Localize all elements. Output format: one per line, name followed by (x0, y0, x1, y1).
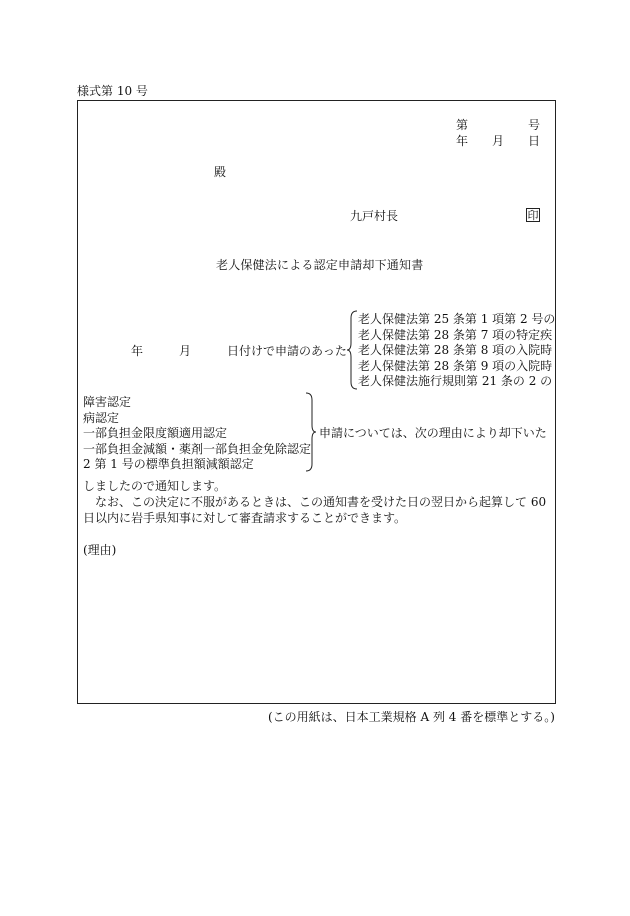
legal-basis-item: 老人保健法第 28 条第 7 項の特定疾 (358, 327, 553, 342)
legal-basis-item: 老人保健法第 25 条第 1 項第 2 号の (358, 312, 556, 326)
appeal-line-2: 日以内に岩手県知事に対して審査請求することができます。 (83, 511, 407, 525)
legal-basis-item: 老人保健法第 28 条第 9 項の入院時 (358, 358, 553, 373)
certification-item: 一部負担金限度額適用認定 (83, 426, 228, 440)
legal-basis-item: 老人保健法施行規則第 21 条の 2 の (358, 374, 553, 388)
legal-basis-list (358, 312, 555, 390)
number-suffix: 号 (528, 118, 541, 132)
footer-note: (この用紙は、日本工業規格 A 列 4 番を標準とする。) (268, 710, 555, 724)
right-brace (305, 392, 317, 472)
appeal-line-1: なお、この決定に不服があるときは、この通知書を受けた日の翌日から起算して 60 (95, 495, 547, 509)
date-month: 月 (492, 134, 505, 148)
document-title: 老人保健法による認定申請却下通知書 (216, 258, 424, 272)
form-number: 様式第 10 号 (77, 84, 148, 98)
addressee-suffix: 殿 (214, 165, 227, 179)
left-brace (346, 310, 358, 390)
rejection-text: 申請については、次の理由により却下いた (319, 426, 547, 440)
certification-list (83, 395, 311, 473)
application-year: 年 (131, 344, 144, 358)
issuer-name: 九戸村長 (350, 209, 399, 223)
certification-item: 一部負担金減額・薬剤一部負担金免除認定 (83, 441, 312, 456)
certification-item: 障害認定 (83, 395, 132, 409)
certification-item: 2 第 1 号の標準負担額減額認定 (83, 457, 254, 471)
seal-mark: 印 (527, 209, 539, 222)
reason-label: (理由) (83, 543, 117, 557)
application-date-tail: 日付けで申請のあった (227, 344, 347, 358)
date-year: 年 (456, 134, 469, 148)
application-month: 月 (179, 344, 192, 358)
notice-line: しましたので通知します。 (83, 479, 227, 493)
certification-item: 病認定 (83, 410, 120, 425)
number-prefix: 第 (456, 118, 469, 132)
date-day: 日 (528, 134, 541, 148)
legal-basis-item: 老人保健法第 28 条第 8 項の入院時 (358, 343, 553, 357)
